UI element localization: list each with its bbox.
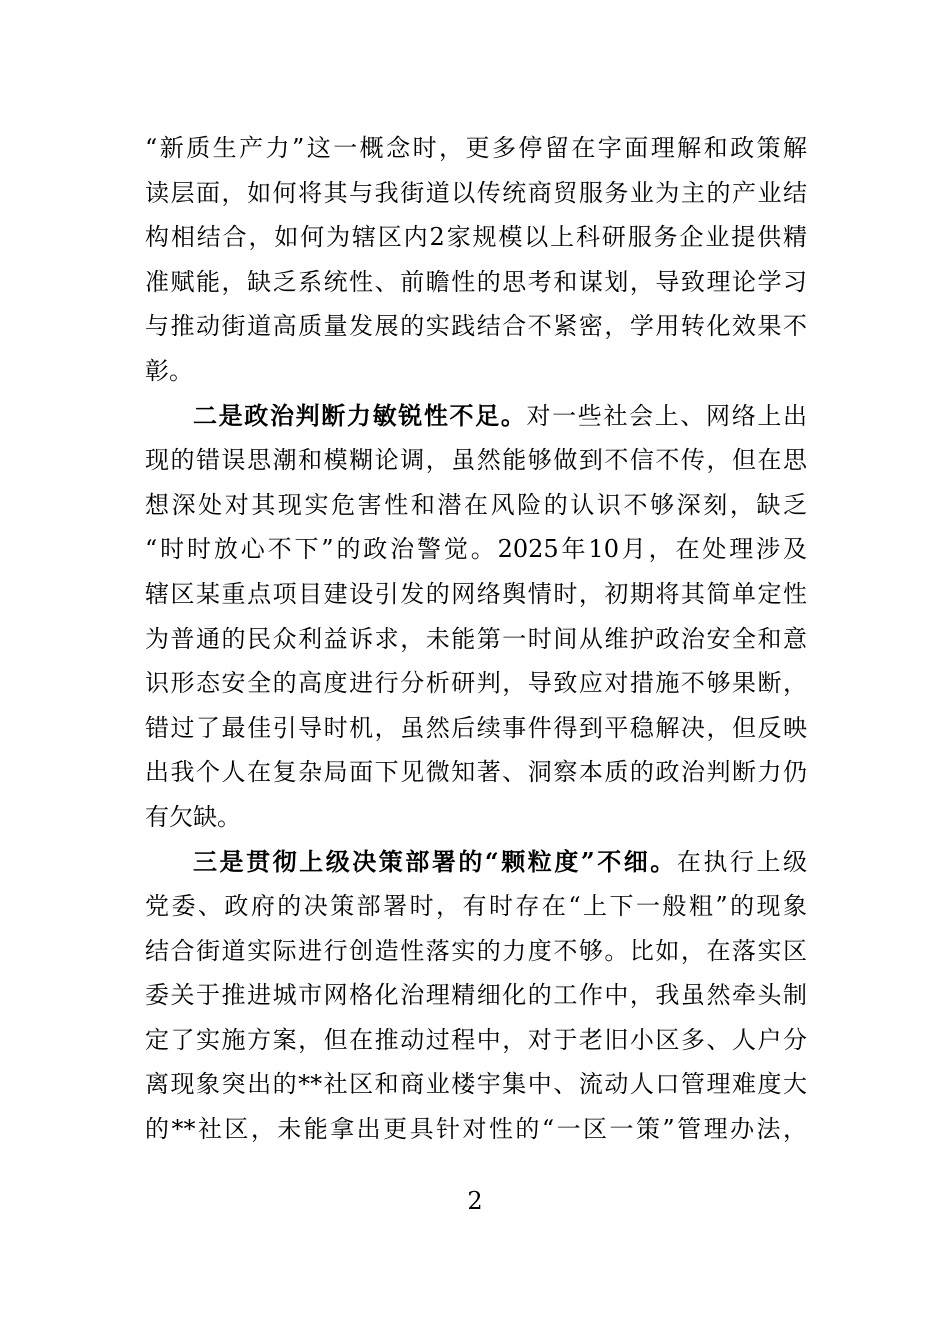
text-run: 对一些社会上、网络上出 <box>526 401 808 430</box>
text-line: 的**社区，未能拿出更具针对性的“一区一策”管理办法， <box>145 1115 807 1144</box>
text-line <box>145 394 807 439</box>
text-line: 构相结合，如何为辖区内2家规模以上科研服务企业提供精 <box>145 223 807 252</box>
paragraph-heading: 三是贯彻上级决策部署的“颗粒度”不细。 <box>193 846 677 876</box>
text-line: 现的错误思潮和模糊论调，虽然能够做到不信不传，但在思 <box>145 446 807 475</box>
paragraph-continuation <box>145 126 807 394</box>
text-line: 有欠缺。 <box>145 802 241 831</box>
text-line: 定了实施方案，但在推动过程中，对于老旧小区多、人户分 <box>145 1025 807 1054</box>
text-line: 出我个人在复杂局面下见微知著、洞察本质的政治判断力仍 <box>145 758 807 787</box>
paragraph-implementation <box>145 840 807 1152</box>
text-line: 离现象突出的**社区和商业楼宇集中、流动人口管理难度大 <box>145 1070 807 1099</box>
document-body <box>145 126 807 1152</box>
text-line: 读层面，如何将其与我街道以传统商贸服务业为主的产业结 <box>145 178 807 207</box>
text-line: 辖区某重点项目建设引发的网络舆情时，初期将其简单定性 <box>145 579 807 608</box>
text-line: 委关于推进城市网格化治理精细化的工作中，我虽然牵头制 <box>145 981 807 1010</box>
text-line: 彰。 <box>145 356 193 385</box>
text-line: “新质生产力”这一概念时，更多停留在字面理解和政策解 <box>145 134 807 162</box>
paragraph-heading: 二是政治判断力敏锐性不足。 <box>193 400 527 430</box>
paragraph-political-judgment <box>145 394 807 840</box>
text-line: 党委、政府的决策部署时，有时存在“上下一般粗”的现象 <box>145 892 807 921</box>
text-line: 准赋能，缺乏系统性、前瞻性的思考和谋划，导致理论学习 <box>145 267 807 296</box>
text-line: 为普通的民众利益诉求，未能第一时间从维护政治安全和意 <box>145 624 807 653</box>
text-line: “时时放心不下”的政治警觉。2025年10月，在处理涉及 <box>145 535 807 564</box>
page-number: 2 <box>467 1187 483 1215</box>
text-line: 结合街道实际进行创造性落实的力度不够。比如，在落实区 <box>145 936 807 965</box>
text-line <box>145 840 807 885</box>
text-line: 与推动街道高质量发展的实践结合不紧密，学用转化效果不 <box>145 312 807 341</box>
text-run: 在执行上级 <box>676 847 807 876</box>
text-line: 错过了最佳引导时机，虽然后续事件得到平稳解决，但反映 <box>145 713 807 742</box>
text-line: 识形态安全的高度进行分析研判，导致应对措施不够果断， <box>145 669 807 698</box>
text-line: 想深处对其现实危害性和潜在风险的认识不够深刻，缺乏 <box>145 490 807 519</box>
